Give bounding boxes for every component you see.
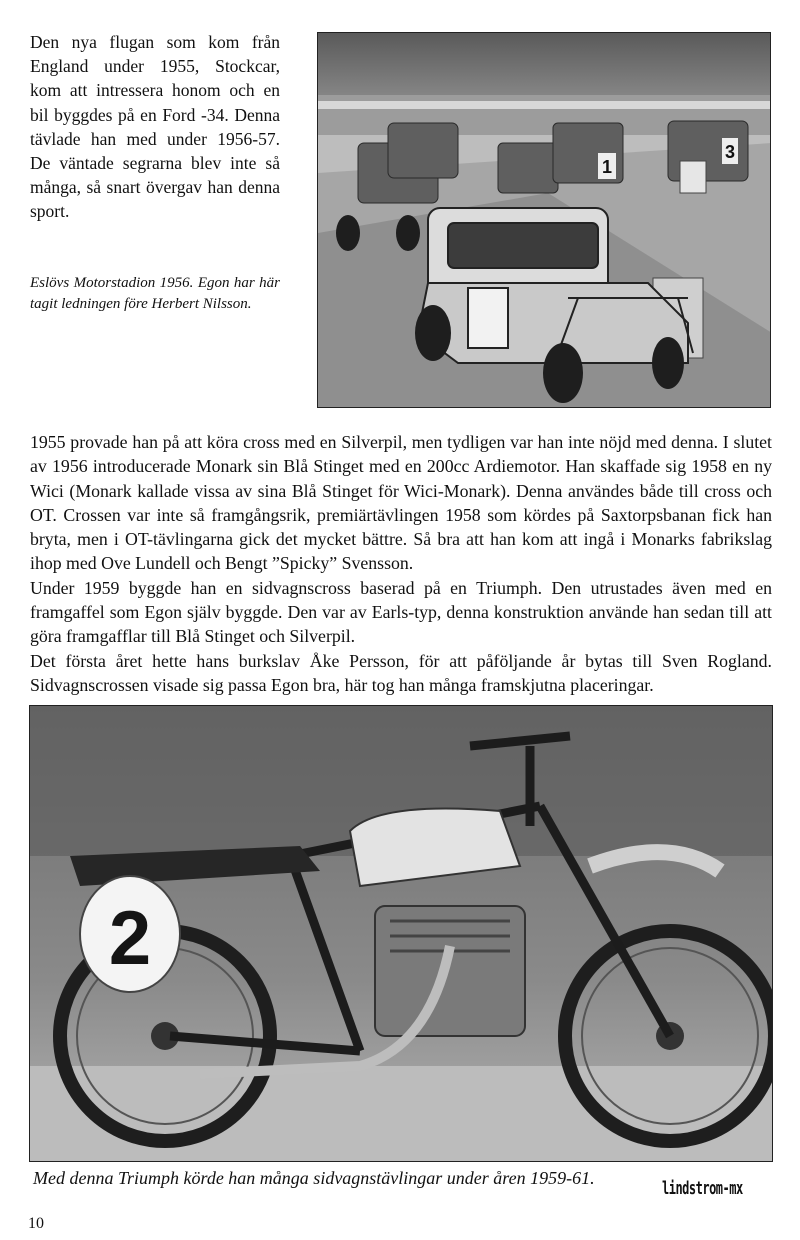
lindstrom-mx-logo: lindstrom-mx [662,1177,743,1199]
body-paragraph: Under 1959 byggde han en sidvagnscross baserad på en Triumph. Den utrustades även med en framgaffel som Egon själv byggde. Den var av Earls-typ, denna konstruktion använde han sedan till att göra framgafflar till Blå Stinget och Silverpil. [30,577,772,647]
body-paragraph: Det första året hette hans burkslav Åke Persson, för att påföljande år bytas till Sven Rogland. Sidvagnscrossen visade sig passa Egon bra, här tog han många framskjutna placeringar. [30,650,772,695]
plate-number: 2 [108,896,152,981]
photo1-caption: Eslövs Motorstadion 1956. Egon har här tagit ledningen före Herbert Nilsson. [30,275,280,312]
intro-paragraph: Den nya flugan som kom från England under 1955, Stockcar, kom att intressera honom och en bil byggdes på en Ford -34. Denna tävlade han med under 1956-57. De väntade segrarna blev inte så många, så snart övergav han denna sport. [30,32,280,222]
page-number: 10 [28,1215,44,1232]
stockcar-race-photo [317,32,771,408]
car-number-3: 3 [724,142,736,162]
triumph-motorcycle-photo [29,705,773,1162]
body-paragraph: 1955 provade han på att köra cross med en Silverpil, men tydligen var han inte nöjd med denna. I slutet av 1956 introducerade Monark sin Blå Stinget med en 200cc Ardiemotor. Han skaffade sig 1958 en ny Wici (Monark kallade vissa av sina Blå Stinget för Wici-Monark). Denna användes både till cross och OT. Crossen var inte så framgångsrik, premiärtävlingen 1958 som kördes på Saxtorpsbanan fick han bryta, men i OT-tävlingarna gick det mycket bättre. Så bra att han kom att ingå i Monarks fabrikslag ihop med Ove Lundell och Bengt ”Spicky” Svensson. [30,432,772,574]
body-text [30,430,772,697]
photo2-caption: Med denna Triumph körde han många sidvagnstävlingar under åren 1959-61. [33,1168,595,1188]
car-number-1: 1 [601,157,613,177]
